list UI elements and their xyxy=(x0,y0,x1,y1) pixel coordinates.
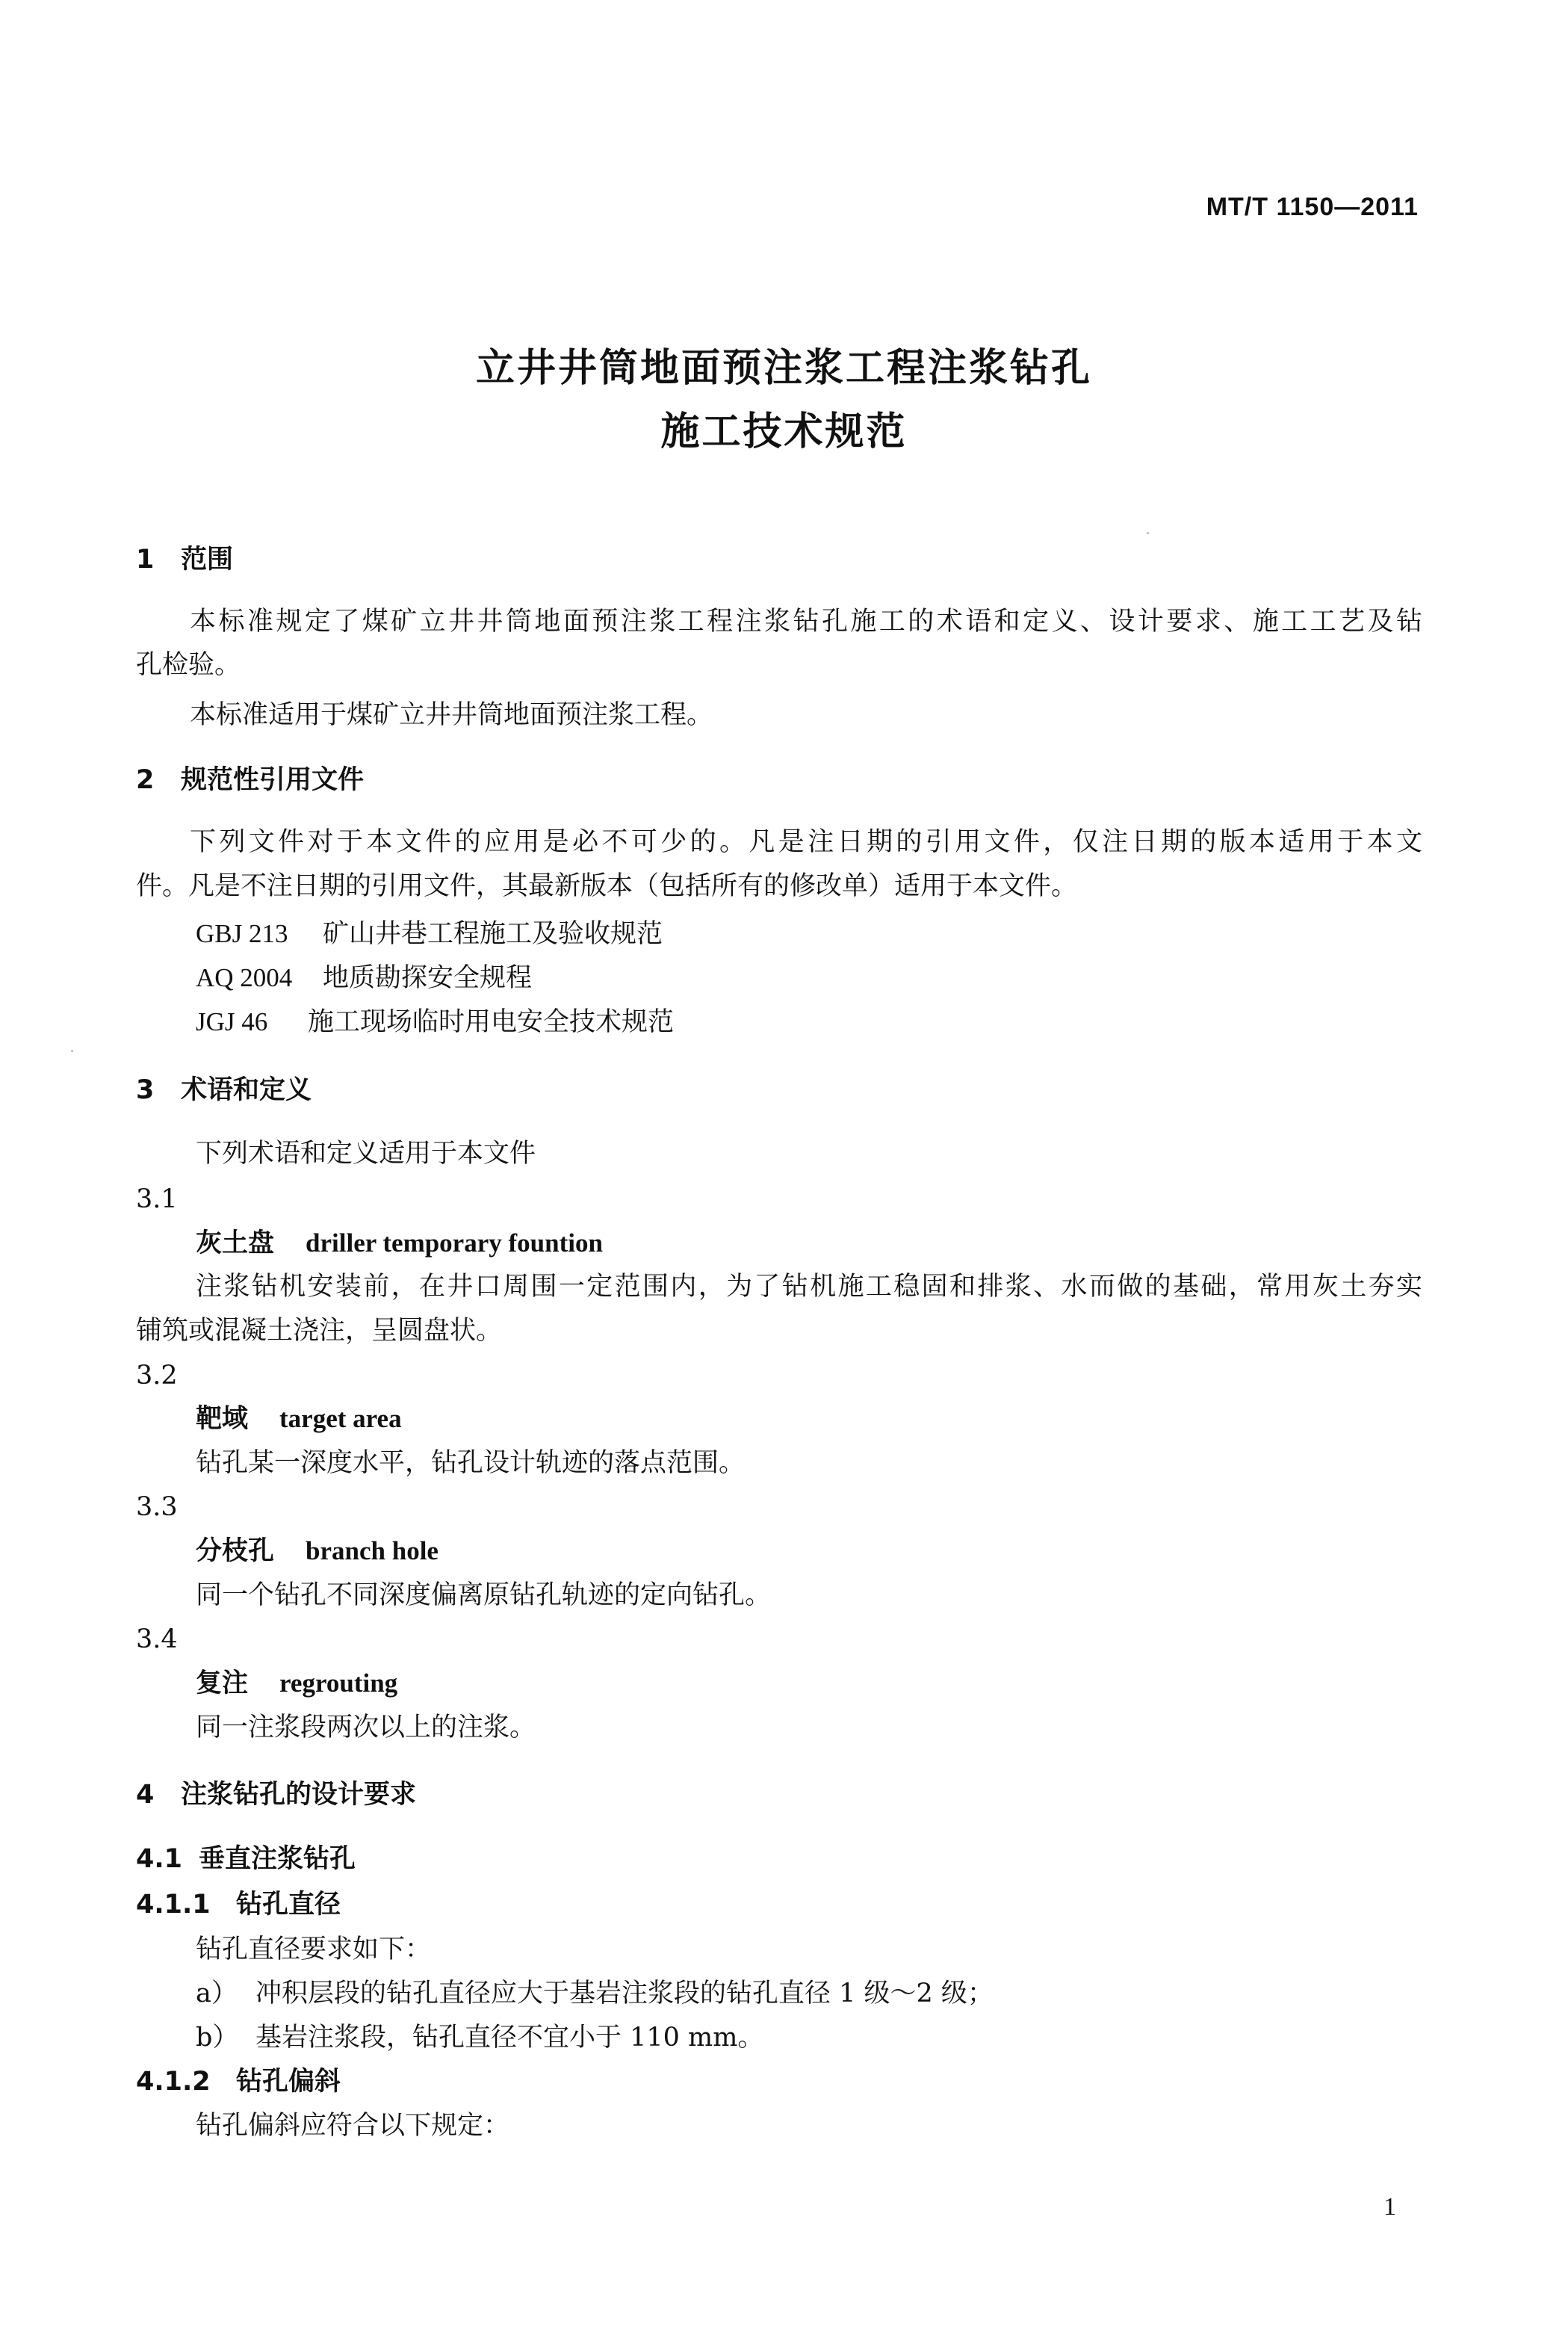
doc-title-line2: 施工技术规范 xyxy=(660,409,908,454)
term-zh: 灰土盘 xyxy=(196,1228,275,1258)
term-definition: 同一注浆段两次以上的注浆。 xyxy=(196,1713,536,1742)
term-en: branch hole xyxy=(306,1536,439,1565)
subsection-number: 4.1.1 xyxy=(136,1890,211,1920)
reference-code: GBJ 213 xyxy=(196,919,288,948)
scan-speck xyxy=(71,1050,73,1052)
page-number: 1 xyxy=(1383,2193,1396,2221)
section-3-number: 3 xyxy=(136,1075,155,1105)
sec1-para1-line2: 孔检验。 xyxy=(136,650,241,680)
subsection-4-1-2-heading xyxy=(136,2065,341,2098)
term-definition: 同一个钻孔不同深度偏离原钻孔轨迹的定向钻孔。 xyxy=(196,1580,772,1610)
section-4-title: 注浆钻孔的设计要求 xyxy=(181,1780,417,1810)
subsection-title: 钻孔偏斜 xyxy=(236,2067,341,2097)
scan-speck xyxy=(1147,532,1149,534)
term-zh: 分枝孔 xyxy=(196,1536,275,1566)
subsection-4-1-1-heading xyxy=(136,1888,341,1921)
standard-id: MT/T 1150—2011 xyxy=(1206,193,1419,221)
list-item xyxy=(196,2021,763,2054)
sec2-para1-line1: 下列文件对于本文件的应用是必不可少的。凡是注日期的引用文件，仅注日期的版本适用于本文 xyxy=(190,827,1422,857)
section-1-heading xyxy=(136,543,233,576)
reference-item xyxy=(196,962,532,995)
list-item-label: b） xyxy=(196,2023,239,2053)
section-4-number: 4 xyxy=(136,1780,155,1810)
list-item-text: 冲积层段的钻孔直径应大于基岩注浆段的钻孔直径 1 级～2 级； xyxy=(255,1979,994,2008)
term-definition-line1: 注浆钻机安装前，在井口周围一定范围内，为了钻机施工稳固和排浆、水而做的基础，常用灰土夯实 xyxy=(196,1272,1422,1302)
term-heading xyxy=(196,1535,439,1568)
section-3-title: 术语和定义 xyxy=(181,1075,312,1105)
term-zh: 复注 xyxy=(196,1668,249,1698)
term-heading xyxy=(196,1227,603,1260)
subsection-number: 4.1.2 xyxy=(136,2067,211,2097)
term-definition: 钻孔某一深度水平，钻孔设计轨迹的落点范围。 xyxy=(196,1448,746,1478)
term-en: driller temporary fountion xyxy=(306,1228,603,1258)
section-2-title: 规范性引用文件 xyxy=(181,765,365,795)
reference-name: 矿山井巷工程施工及验收规范 xyxy=(323,919,663,949)
list-item-label: a） xyxy=(196,1979,238,2008)
section-1-number: 1 xyxy=(136,545,155,575)
term-number: 3.1 xyxy=(136,1184,178,1214)
section-3-heading xyxy=(136,1074,312,1107)
reference-item xyxy=(196,918,663,950)
reference-code: JGJ 46 xyxy=(196,1007,268,1036)
reference-code: AQ 2004 xyxy=(196,963,293,992)
term-heading xyxy=(196,1667,397,1700)
term-number: 3.4 xyxy=(136,1624,178,1654)
sec2-para1-line2: 件。凡是不注日期的引用文件，其最新版本（包括所有的修改单）适用于本文件。 xyxy=(136,871,1078,901)
section-2-number: 2 xyxy=(136,765,155,795)
subsection-number: 4.1 xyxy=(136,1844,183,1874)
reference-item xyxy=(196,1006,674,1039)
sec1-para2: 本标准适用于煤矿立井井筒地面预注浆工程。 xyxy=(190,700,713,730)
term-definition-line2: 铺筑或混凝土浇注，呈圆盘状。 xyxy=(136,1316,503,1346)
list-item-text: 基岩注浆段，钻孔直径不宜小于 110 mm。 xyxy=(255,2023,764,2053)
subsection-title: 钻孔直径 xyxy=(236,1890,341,1920)
subsection-4-1-heading xyxy=(136,1843,356,1875)
subsection-title: 垂直注浆钻孔 xyxy=(199,1844,356,1874)
sec411-intro: 钻孔直径要求如下： xyxy=(196,1935,432,1964)
sec1-para1-line1: 本标准规定了煤矿立井井筒地面预注浆工程注浆钻孔施工的术语和定义、设计要求、施工工艺及钻 xyxy=(190,607,1422,637)
term-number: 3.2 xyxy=(136,1361,178,1391)
reference-name: 地质勘探安全规程 xyxy=(323,963,533,993)
term-zh: 靶域 xyxy=(196,1404,249,1434)
term-en: target area xyxy=(279,1404,402,1433)
doc-title-line1: 立井井筒地面预注浆工程注浆钻孔 xyxy=(475,346,1092,391)
reference-name: 施工现场临时用电安全技术规范 xyxy=(308,1007,675,1037)
list-item xyxy=(196,1977,994,2010)
term-number: 3.3 xyxy=(136,1492,178,1522)
sec412-intro: 钻孔偏斜应符合以下规定： xyxy=(196,2111,510,2141)
section-4-heading xyxy=(136,1778,416,1811)
section-1-title: 范围 xyxy=(181,545,234,575)
term-heading xyxy=(196,1402,402,1435)
term-en: regrouting xyxy=(279,1668,398,1698)
section-2-heading xyxy=(136,764,364,797)
sec3-intro: 下列术语和定义适用于本文件 xyxy=(196,1139,536,1169)
